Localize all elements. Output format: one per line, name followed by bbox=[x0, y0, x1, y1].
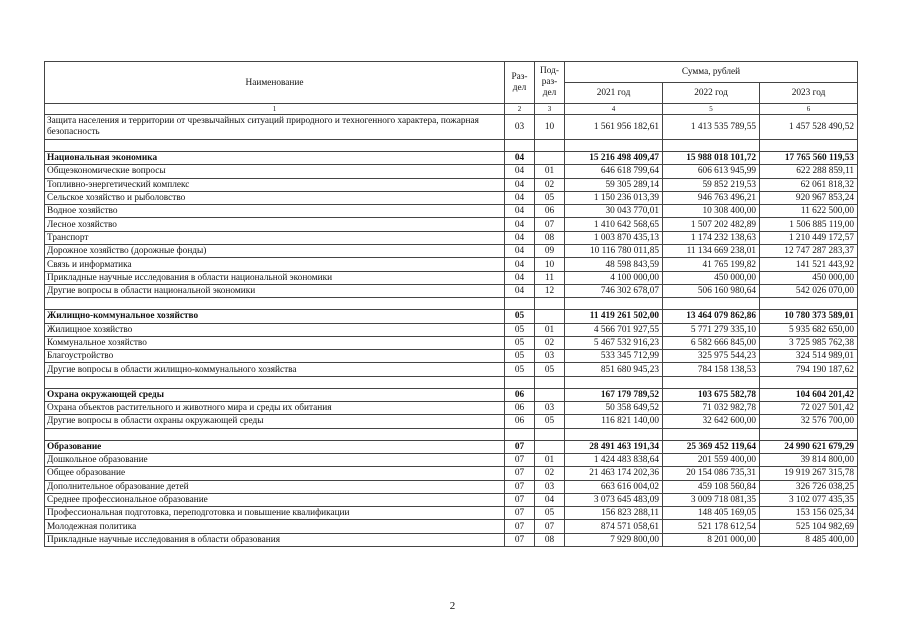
amount-2022-cell: 201 559 400,00 bbox=[663, 453, 760, 466]
razdel-cell: 05 bbox=[505, 350, 535, 363]
table-row bbox=[45, 533, 858, 546]
amount-2023-cell: 12 747 287 283,37 bbox=[760, 245, 858, 258]
podrazdel-cell: 07 bbox=[535, 218, 565, 231]
index-cell: 2 bbox=[505, 104, 535, 115]
razdel-cell: 07 bbox=[505, 533, 535, 546]
section-row bbox=[45, 440, 858, 453]
razdel-cell: 07 bbox=[505, 507, 535, 520]
amount-2022-cell: 71 032 982,78 bbox=[663, 402, 760, 415]
amount-2022-cell: 506 160 980,64 bbox=[663, 284, 760, 297]
amount-2022-cell: 10 308 400,00 bbox=[663, 205, 760, 218]
row-name-cell: Жилищно-коммунальное хозяйство bbox=[45, 310, 505, 323]
amount-2021-cell: 3 073 645 483,09 bbox=[565, 493, 663, 506]
amount-2022-cell: 946 763 496,21 bbox=[663, 191, 760, 204]
razdel-cell: 05 bbox=[505, 310, 535, 323]
razdel-cell: 04 bbox=[505, 152, 535, 165]
podrazdel-cell: 09 bbox=[535, 245, 565, 258]
table-row bbox=[45, 165, 858, 178]
amount-2023-cell: 3 725 985 762,38 bbox=[760, 336, 858, 349]
empty-cell bbox=[663, 376, 760, 388]
empty-cell bbox=[45, 298, 505, 310]
table-row bbox=[45, 271, 858, 284]
index-cell: 6 bbox=[760, 104, 858, 115]
table-row bbox=[45, 284, 858, 297]
amount-2023-cell: 19 919 267 315,78 bbox=[760, 467, 858, 480]
amount-2021-cell: 156 823 288,11 bbox=[565, 507, 663, 520]
row-name-cell: Жилищное хозяйство bbox=[45, 323, 505, 336]
amount-2022-cell: 20 154 086 735,31 bbox=[663, 467, 760, 480]
header-razdel: Раз- дел bbox=[505, 62, 535, 104]
amount-2023-cell: 153 156 025,34 bbox=[760, 507, 858, 520]
podrazdel-cell: 12 bbox=[535, 284, 565, 297]
table-body bbox=[45, 115, 858, 547]
razdel-cell: 05 bbox=[505, 323, 535, 336]
razdel-cell: 04 bbox=[505, 205, 535, 218]
amount-2022-cell: 459 108 560,84 bbox=[663, 480, 760, 493]
amount-2023-cell: 525 104 982,69 bbox=[760, 520, 858, 533]
amount-2021-cell: 50 358 649,52 bbox=[565, 402, 663, 415]
podrazdel-cell: 08 bbox=[535, 533, 565, 546]
table-row bbox=[45, 480, 858, 493]
table-row bbox=[45, 453, 858, 466]
amount-2023-cell: 542 026 070,00 bbox=[760, 284, 858, 297]
razdel-cell: 07 bbox=[505, 520, 535, 533]
amount-2023-cell: 8 485 400,00 bbox=[760, 533, 858, 546]
empty-cell bbox=[45, 428, 505, 440]
section-row bbox=[45, 152, 858, 165]
table-row bbox=[45, 191, 858, 204]
amount-2021-cell: 116 821 140,00 bbox=[565, 415, 663, 428]
razdel-cell: 04 bbox=[505, 165, 535, 178]
amount-2023-cell: 450 000,00 bbox=[760, 271, 858, 284]
amount-2023-cell: 5 935 682 650,00 bbox=[760, 323, 858, 336]
amount-2022-cell: 13 464 079 862,86 bbox=[663, 310, 760, 323]
razdel-cell: 06 bbox=[505, 388, 535, 401]
razdel-cell: 04 bbox=[505, 191, 535, 204]
amount-2021-cell: 59 305 289,14 bbox=[565, 178, 663, 191]
header-podrazdel: Под- раз- дел bbox=[535, 62, 565, 104]
row-name-cell: Прикладные научные исследования в области образования bbox=[45, 533, 505, 546]
empty-cell bbox=[760, 140, 858, 152]
row-name-cell: Прикладные научные исследования в области национальной экономики bbox=[45, 271, 505, 284]
row-name-cell: Профессиональная подготовка, переподготовка и повышение квалификации bbox=[45, 507, 505, 520]
podrazdel-cell: 04 bbox=[535, 493, 565, 506]
table-row bbox=[45, 245, 858, 258]
row-name-cell: Другие вопросы в области жилищно-коммунального хозяйства bbox=[45, 363, 505, 376]
amount-2021-cell: 15 216 498 409,47 bbox=[565, 152, 663, 165]
page-number: 2 bbox=[449, 600, 456, 612]
table-row bbox=[45, 323, 858, 336]
podrazdel-cell: 10 bbox=[535, 115, 565, 140]
empty-cell bbox=[663, 298, 760, 310]
empty-cell bbox=[663, 140, 760, 152]
empty-cell bbox=[535, 428, 565, 440]
row-name-cell: Защита населения и территории от чрезвычайных ситуаций природного и техногенного характера, пожарная безопасность bbox=[45, 115, 505, 140]
table-row bbox=[45, 350, 858, 363]
amount-2021-cell: 10 116 780 011,85 bbox=[565, 245, 663, 258]
amount-2021-cell: 30 043 770,01 bbox=[565, 205, 663, 218]
amount-2022-cell: 41 765 199,82 bbox=[663, 258, 760, 271]
index-cell: 4 bbox=[565, 104, 663, 115]
row-name-cell: Общеэкономические вопросы bbox=[45, 165, 505, 178]
podrazdel-cell: 05 bbox=[535, 415, 565, 428]
row-name-cell: Общее образование bbox=[45, 467, 505, 480]
amount-2021-cell: 11 419 261 502,00 bbox=[565, 310, 663, 323]
amount-2021-cell: 646 618 799,64 bbox=[565, 165, 663, 178]
razdel-cell: 07 bbox=[505, 493, 535, 506]
table-row bbox=[45, 231, 858, 244]
razdel-cell: 07 bbox=[505, 453, 535, 466]
amount-2022-cell: 5 771 279 335,10 bbox=[663, 323, 760, 336]
row-name-cell: Коммунальное хозяйство bbox=[45, 336, 505, 349]
amount-2022-cell: 6 582 666 845,00 bbox=[663, 336, 760, 349]
amount-2023-cell: 17 765 560 119,53 bbox=[760, 152, 858, 165]
podrazdel-cell: 08 bbox=[535, 231, 565, 244]
razdel-cell: 05 bbox=[505, 363, 535, 376]
amount-2023-cell: 794 190 187,62 bbox=[760, 363, 858, 376]
header-year-2021: 2021 год bbox=[565, 83, 663, 104]
amount-2022-cell: 521 178 612,54 bbox=[663, 520, 760, 533]
amount-2023-cell: 39 814 800,00 bbox=[760, 453, 858, 466]
razdel-cell: 04 bbox=[505, 245, 535, 258]
amount-2021-cell: 1 424 483 838,64 bbox=[565, 453, 663, 466]
table-row bbox=[45, 218, 858, 231]
table-row bbox=[45, 205, 858, 218]
amount-2022-cell: 325 975 544,23 bbox=[663, 350, 760, 363]
empty-cell bbox=[45, 376, 505, 388]
amount-2021-cell: 21 463 174 202,36 bbox=[565, 467, 663, 480]
row-name-cell: Водное хозяйство bbox=[45, 205, 505, 218]
razdel-cell: 04 bbox=[505, 178, 535, 191]
amount-2022-cell: 3 009 718 081,35 bbox=[663, 493, 760, 506]
empty-cell bbox=[565, 298, 663, 310]
section-row bbox=[45, 310, 858, 323]
spacer-row bbox=[45, 298, 858, 310]
table-row bbox=[45, 258, 858, 271]
amount-2021-cell: 5 467 532 916,23 bbox=[565, 336, 663, 349]
table-row bbox=[45, 467, 858, 480]
row-name-cell: Среднее профессиональное образование bbox=[45, 493, 505, 506]
row-name-cell: Охрана окружающей среды bbox=[45, 388, 505, 401]
amount-2022-cell: 59 852 219,53 bbox=[663, 178, 760, 191]
amount-2023-cell: 3 102 077 435,35 bbox=[760, 493, 858, 506]
podrazdel-cell: 06 bbox=[535, 205, 565, 218]
podrazdel-cell: 01 bbox=[535, 165, 565, 178]
razdel-cell: 06 bbox=[505, 402, 535, 415]
razdel-cell: 07 bbox=[505, 440, 535, 453]
row-name-cell: Сельское хозяйство и рыболовство bbox=[45, 191, 505, 204]
header-sum: Сумма, рублей bbox=[565, 62, 858, 83]
row-name-cell: Благоустройство bbox=[45, 350, 505, 363]
row-name-cell: Лесное хозяйство bbox=[45, 218, 505, 231]
empty-cell bbox=[760, 298, 858, 310]
amount-2021-cell: 48 598 843,59 bbox=[565, 258, 663, 271]
amount-2023-cell: 11 622 500,00 bbox=[760, 205, 858, 218]
empty-cell bbox=[565, 140, 663, 152]
amount-2021-cell: 4 566 701 927,55 bbox=[565, 323, 663, 336]
empty-cell bbox=[505, 428, 535, 440]
row-name-cell: Дорожное хозяйство (дорожные фонды) bbox=[45, 245, 505, 258]
amount-2021-cell: 1 410 642 568,65 bbox=[565, 218, 663, 231]
amount-2022-cell: 1 507 202 482,89 bbox=[663, 218, 760, 231]
row-name-cell: Топливно-энергетический комплекс bbox=[45, 178, 505, 191]
index-cell: 1 bbox=[45, 104, 505, 115]
amount-2021-cell: 1 561 956 182,61 bbox=[565, 115, 663, 140]
amount-2022-cell: 11 134 669 238,01 bbox=[663, 245, 760, 258]
header-year-2023: 2023 год bbox=[760, 83, 858, 104]
section-row bbox=[45, 388, 858, 401]
podrazdel-cell bbox=[535, 310, 565, 323]
empty-cell bbox=[565, 376, 663, 388]
row-name-cell: Образование bbox=[45, 440, 505, 453]
razdel-cell: 04 bbox=[505, 271, 535, 284]
podrazdel-cell: 03 bbox=[535, 480, 565, 493]
table-row bbox=[45, 363, 858, 376]
row-name-cell: Охрана объектов растительного и животного мира и среды их обитания bbox=[45, 402, 505, 415]
amount-2022-cell: 1 413 535 789,55 bbox=[663, 115, 760, 140]
amount-2021-cell: 1 150 236 013,39 bbox=[565, 191, 663, 204]
amount-2021-cell: 4 100 000,00 bbox=[565, 271, 663, 284]
razdel-cell: 06 bbox=[505, 415, 535, 428]
amount-2023-cell: 24 990 621 679,29 bbox=[760, 440, 858, 453]
row-name-cell: Дополнительное образование детей bbox=[45, 480, 505, 493]
amount-2021-cell: 1 003 870 435,13 bbox=[565, 231, 663, 244]
table-row bbox=[45, 520, 858, 533]
amount-2021-cell: 746 302 678,07 bbox=[565, 284, 663, 297]
amount-2023-cell: 622 288 859,11 bbox=[760, 165, 858, 178]
podrazdel-cell: 03 bbox=[535, 402, 565, 415]
empty-cell bbox=[535, 140, 565, 152]
razdel-cell: 04 bbox=[505, 218, 535, 231]
row-name-cell: Дошкольное образование bbox=[45, 453, 505, 466]
empty-cell bbox=[505, 298, 535, 310]
budget-table bbox=[44, 61, 858, 547]
razdel-cell: 07 bbox=[505, 480, 535, 493]
amount-2021-cell: 167 179 789,52 bbox=[565, 388, 663, 401]
table-row bbox=[45, 115, 858, 140]
row-name-cell: Связь и информатика bbox=[45, 258, 505, 271]
podrazdel-cell: 01 bbox=[535, 453, 565, 466]
index-cell: 5 bbox=[663, 104, 760, 115]
amount-2022-cell: 15 988 018 101,72 bbox=[663, 152, 760, 165]
podrazdel-cell: 02 bbox=[535, 467, 565, 480]
amount-2023-cell: 324 514 989,01 bbox=[760, 350, 858, 363]
amount-2023-cell: 1 506 885 119,00 bbox=[760, 218, 858, 231]
podrazdel-cell bbox=[535, 440, 565, 453]
amount-2021-cell: 7 929 800,00 bbox=[565, 533, 663, 546]
amount-2022-cell: 1 174 232 138,63 bbox=[663, 231, 760, 244]
amount-2023-cell: 104 604 201,42 bbox=[760, 388, 858, 401]
empty-cell bbox=[505, 140, 535, 152]
amount-2023-cell: 72 027 501,42 bbox=[760, 402, 858, 415]
row-name-cell: Транспорт bbox=[45, 231, 505, 244]
empty-cell bbox=[760, 428, 858, 440]
table-row bbox=[45, 493, 858, 506]
header-year-2022: 2022 год bbox=[663, 83, 760, 104]
amount-2022-cell: 25 369 452 119,64 bbox=[663, 440, 760, 453]
amount-2023-cell: 1 210 449 172,57 bbox=[760, 231, 858, 244]
amount-2021-cell: 663 616 004,02 bbox=[565, 480, 663, 493]
amount-2022-cell: 450 000,00 bbox=[663, 271, 760, 284]
empty-cell bbox=[565, 428, 663, 440]
podrazdel-cell: 03 bbox=[535, 350, 565, 363]
razdel-cell: 04 bbox=[505, 284, 535, 297]
table-row bbox=[45, 178, 858, 191]
podrazdel-cell: 01 bbox=[535, 323, 565, 336]
spacer-row bbox=[45, 140, 858, 152]
amount-2021-cell: 28 491 463 191,34 bbox=[565, 440, 663, 453]
header-name: Наименование bbox=[45, 62, 505, 104]
razdel-cell: 04 bbox=[505, 231, 535, 244]
amount-2022-cell: 32 642 600,00 bbox=[663, 415, 760, 428]
amount-2021-cell: 874 571 058,61 bbox=[565, 520, 663, 533]
razdel-cell: 03 bbox=[505, 115, 535, 140]
row-name-cell: Национальная экономика bbox=[45, 152, 505, 165]
podrazdel-cell bbox=[535, 388, 565, 401]
empty-cell bbox=[760, 376, 858, 388]
podrazdel-cell: 05 bbox=[535, 507, 565, 520]
amount-2022-cell: 606 613 945,99 bbox=[663, 165, 760, 178]
podrazdel-cell: 07 bbox=[535, 520, 565, 533]
podrazdel-cell: 05 bbox=[535, 191, 565, 204]
razdel-cell: 07 bbox=[505, 467, 535, 480]
razdel-cell: 05 bbox=[505, 336, 535, 349]
empty-cell bbox=[45, 140, 505, 152]
amount-2023-cell: 10 780 373 589,01 bbox=[760, 310, 858, 323]
podrazdel-cell: 10 bbox=[535, 258, 565, 271]
podrazdel-cell bbox=[535, 152, 565, 165]
spacer-row bbox=[45, 376, 858, 388]
table-row bbox=[45, 507, 858, 520]
podrazdel-cell: 05 bbox=[535, 363, 565, 376]
amount-2022-cell: 784 158 138,53 bbox=[663, 363, 760, 376]
amount-2023-cell: 326 726 038,25 bbox=[760, 480, 858, 493]
amount-2023-cell: 920 967 853,24 bbox=[760, 191, 858, 204]
row-name-cell: Молодежная политика bbox=[45, 520, 505, 533]
amount-2022-cell: 8 201 000,00 bbox=[663, 533, 760, 546]
empty-cell bbox=[663, 428, 760, 440]
podrazdel-cell: 11 bbox=[535, 271, 565, 284]
podrazdel-cell: 02 bbox=[535, 178, 565, 191]
empty-cell bbox=[505, 376, 535, 388]
table-row bbox=[45, 415, 858, 428]
amount-2023-cell: 32 576 700,00 bbox=[760, 415, 858, 428]
table-row bbox=[45, 336, 858, 349]
row-name-cell: Другие вопросы в области охраны окружающей среды bbox=[45, 415, 505, 428]
amount-2023-cell: 1 457 528 490,52 bbox=[760, 115, 858, 140]
row-name-cell: Другие вопросы в области национальной экономики bbox=[45, 284, 505, 297]
amount-2023-cell: 141 521 443,92 bbox=[760, 258, 858, 271]
table-row bbox=[45, 402, 858, 415]
amount-2021-cell: 851 680 945,23 bbox=[565, 363, 663, 376]
amount-2022-cell: 148 405 169,05 bbox=[663, 507, 760, 520]
amount-2023-cell: 62 061 818,32 bbox=[760, 178, 858, 191]
podrazdel-cell: 02 bbox=[535, 336, 565, 349]
razdel-cell: 04 bbox=[505, 258, 535, 271]
empty-cell bbox=[535, 298, 565, 310]
empty-cell bbox=[535, 376, 565, 388]
amount-2022-cell: 103 675 582,78 bbox=[663, 388, 760, 401]
amount-2021-cell: 533 345 712,99 bbox=[565, 350, 663, 363]
spacer-row bbox=[45, 428, 858, 440]
index-cell: 3 bbox=[535, 104, 565, 115]
